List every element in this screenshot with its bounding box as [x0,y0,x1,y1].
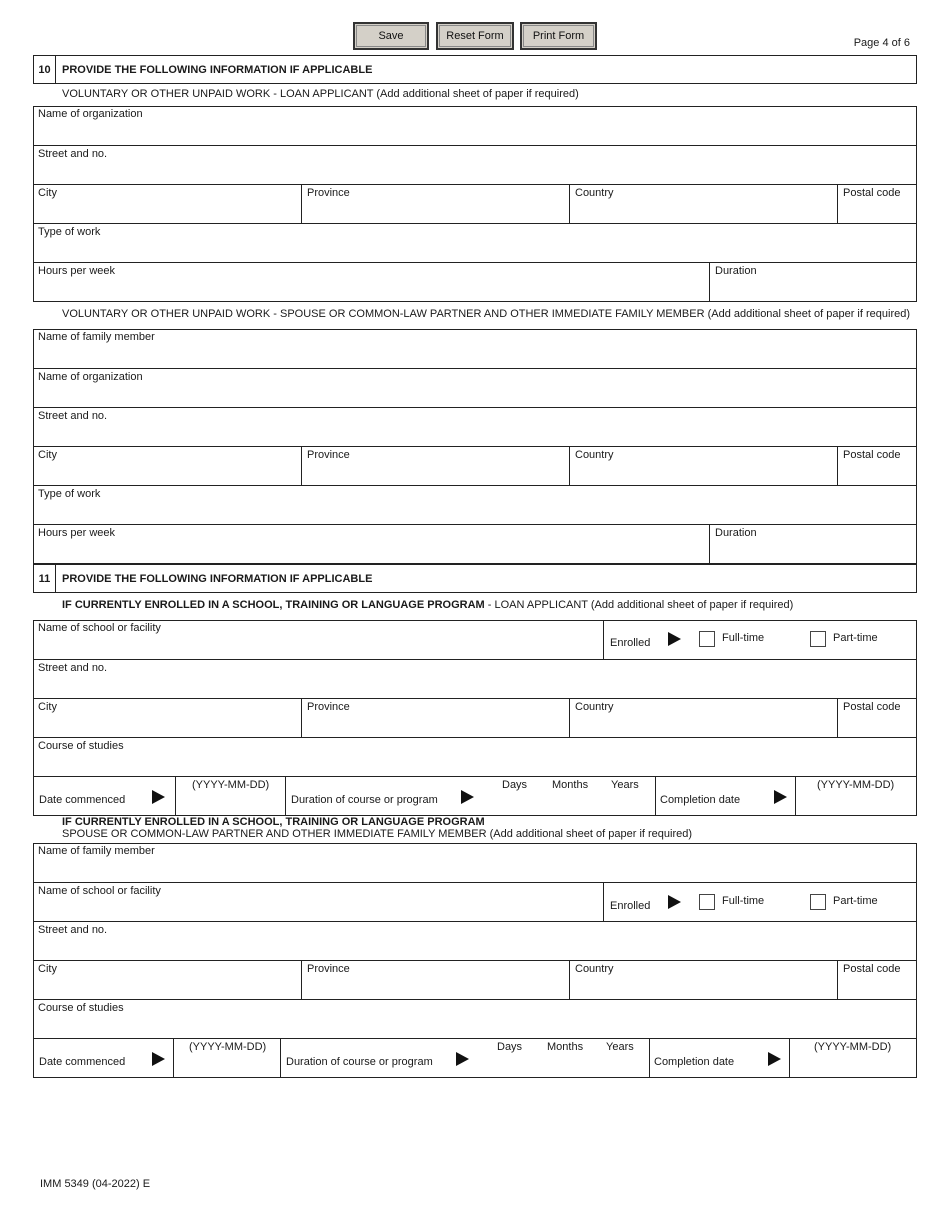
family-completion-label-cell [649,1038,789,1078]
duration-label: Duration [715,527,757,539]
fulltime-label: Full-time [722,895,765,907]
section-11-family-subtitle-bold: IF CURRENTLY ENROLLED IN A SCHOOL, TRAINING OR LANGUAGE PROGRAM [62,816,485,828]
province-label: Province [307,963,350,975]
applicant-city-field[interactable] [33,184,301,223]
reset-form-button[interactable]: Reset Form [436,22,514,50]
applicant-postal-field[interactable] [837,184,917,223]
province-label: Province [307,187,350,199]
months-label[interactable]: Months [552,779,589,791]
work-type-label: Type of work [38,488,101,500]
family-hours-field[interactable] [33,524,709,564]
print-form-button[interactable]: Print Form [520,22,597,50]
postal-label: Postal code [843,187,901,199]
family-city-field[interactable] [33,446,301,485]
years-label[interactable]: Years [606,1041,634,1053]
hours-label: Hours per week [38,527,116,539]
fulltime-label: Full-time [722,632,765,644]
city-label: City [38,701,57,713]
applicant-fulltime-checkbox[interactable] [699,631,715,647]
section-10-family-subtitle: VOLUNTARY OR OTHER UNPAID WORK - SPOUSE OR COMMON-LAW PARTNER AND OTHER IMMEDIATE FAMILY MEMBER (Add additional sheet of paper if required) [62,308,911,320]
postal-label: Postal code [843,449,901,461]
arrow-right-icon [456,1052,469,1066]
family-country-field[interactable] [569,446,837,485]
city-label: City [38,187,57,199]
family-work-type-field[interactable] [33,485,917,524]
enrolled-label: Enrolled [610,900,651,912]
family-school-province-field[interactable] [301,960,569,999]
applicant-school-postal-field[interactable] [837,698,917,737]
family-school-city-field[interactable] [33,960,301,999]
applicant-parttime-checkbox[interactable] [810,631,826,647]
course-label: Course of studies [38,1002,124,1014]
street-label: Street and no. [38,924,108,936]
family-completion-date-field[interactable] [789,1038,917,1078]
parttime-label: Part-time [833,895,878,907]
street-label: Street and no. [38,148,108,160]
work-type-label: Type of work [38,226,101,238]
date-commenced-label: Date commenced [39,1056,126,1068]
family-school-postal-field[interactable] [837,960,917,999]
family-province-field[interactable] [301,446,569,485]
applicant-province-field[interactable] [301,184,569,223]
applicant-enrolled-group [603,620,917,659]
parttime-label: Part-time [833,632,878,644]
postal-label: Postal code [843,963,901,975]
country-label: Country [575,701,614,713]
family-duration-course-cell [280,1038,649,1078]
arrow-right-icon [152,790,165,804]
section-11-number: 11 [34,565,56,592]
country-label: Country [575,187,614,199]
applicant-duration-course-cell [285,776,655,816]
section-11-applicant-subtitle-rest: - LOAN APPLICANT (Add additional sheet of paper if required) [484,599,794,611]
completion-date-label: Completion date [654,1056,735,1068]
family-street-field[interactable] [33,407,917,446]
applicant-course-field[interactable] [33,737,917,776]
family-date-commenced-label-cell [33,1038,173,1078]
date-format-hint: (YYYY-MM-DD) [189,1041,267,1053]
family-member-label: Name of family member [38,845,155,857]
duration-course-label: Duration of course or program [286,1056,433,1068]
applicant-school-name-field[interactable] [33,620,603,659]
country-label: Country [575,449,614,461]
arrow-right-icon [152,1052,165,1066]
applicant-duration-field[interactable] [709,262,917,302]
applicant-country-field[interactable] [569,184,837,223]
date-format-hint: (YYYY-MM-DD) [814,1041,892,1053]
section-11-applicant-subtitle-bold: IF CURRENTLY ENROLLED IN A SCHOOL, TRAINING OR LANGUAGE PROGRAM [62,599,485,611]
city-label: City [38,449,57,461]
arrow-right-icon [668,895,681,909]
family-duration-field[interactable] [709,524,917,564]
family-school-member-field[interactable] [33,843,917,882]
family-member-label: Name of family member [38,331,155,343]
date-commenced-label: Date commenced [39,794,126,806]
family-date-commenced-field[interactable] [173,1038,280,1078]
street-label: Street and no. [38,662,108,674]
section-11-family-subtitle-rest: SPOUSE OR COMMON-LAW PARTNER AND OTHER IMMEDIATE FAMILY MEMBER (Add additional sheet of paper if required) [62,828,693,840]
section-11-family-subtitle [62,816,692,840]
course-label: Course of studies [38,740,124,752]
date-format-hint: (YYYY-MM-DD) [192,779,270,791]
family-fulltime-checkbox[interactable] [699,894,715,910]
section-11-header [33,564,917,593]
arrow-right-icon [768,1052,781,1066]
section-10-title: PROVIDE THE FOLLOWING INFORMATION IF APPLICABLE [62,63,373,76]
applicant-street-field[interactable] [33,145,917,184]
applicant-school-country-field[interactable] [569,698,837,737]
section-10-applicant-subtitle: VOLUNTARY OR OTHER UNPAID WORK - LOAN APPLICANT (Add additional sheet of paper if required) [62,88,579,100]
years-label[interactable]: Years [611,779,639,791]
applicant-date-commenced-field[interactable] [175,776,285,816]
applicant-work-type-field[interactable] [33,223,917,262]
applicant-completion-label-cell [655,776,795,816]
section-11-title: PROVIDE THE FOLLOWING INFORMATION IF APPLICABLE [62,572,373,585]
applicant-org-field[interactable] [33,106,917,145]
applicant-hours-field[interactable] [33,262,709,302]
family-enrolled-group [603,882,917,921]
applicant-date-commenced-label-cell [33,776,175,816]
family-school-street-field[interactable] [33,921,917,960]
hours-label: Hours per week [38,265,116,277]
school-label: Name of school or facility [38,622,161,634]
arrow-right-icon [774,790,787,804]
street-label: Street and no. [38,410,108,422]
school-label: Name of school or facility [38,885,161,897]
province-label: Province [307,701,350,713]
save-button[interactable]: Save [353,22,429,50]
province-label: Province [307,449,350,461]
postal-label: Postal code [843,701,901,713]
applicant-school-province-field[interactable] [301,698,569,737]
date-format-hint: (YYYY-MM-DD) [817,779,895,791]
arrow-right-icon [461,790,474,804]
family-school-name-field[interactable] [33,882,603,921]
enrolled-label: Enrolled [610,637,651,649]
applicant-school-city-field[interactable] [33,698,301,737]
org-label: Name of organization [38,371,143,383]
section-10-header [33,55,917,84]
family-course-field[interactable] [33,999,917,1038]
org-label: Name of organization [38,108,143,120]
family-postal-field[interactable] [837,446,917,485]
days-label[interactable]: Days [497,1041,523,1053]
duration-course-label: Duration of course or program [291,794,438,806]
applicant-completion-date-field[interactable] [795,776,917,816]
country-label: Country [575,963,614,975]
section-11-applicant-subtitle [62,599,793,611]
duration-label: Duration [715,265,757,277]
section-10-number: 10 [34,56,56,83]
applicant-school-street-field[interactable] [33,659,917,698]
family-org-field[interactable] [33,368,917,407]
months-label[interactable]: Months [547,1041,584,1053]
city-label: City [38,963,57,975]
family-member-name-field[interactable] [33,329,917,368]
completion-date-label: Completion date [660,794,741,806]
form-code: IMM 5349 (04-2022) E [40,1178,151,1190]
days-label[interactable]: Days [502,779,528,791]
family-school-country-field[interactable] [569,960,837,999]
page-number: Page 4 of 6 [853,37,910,49]
arrow-right-icon [668,632,681,646]
family-parttime-checkbox[interactable] [810,894,826,910]
